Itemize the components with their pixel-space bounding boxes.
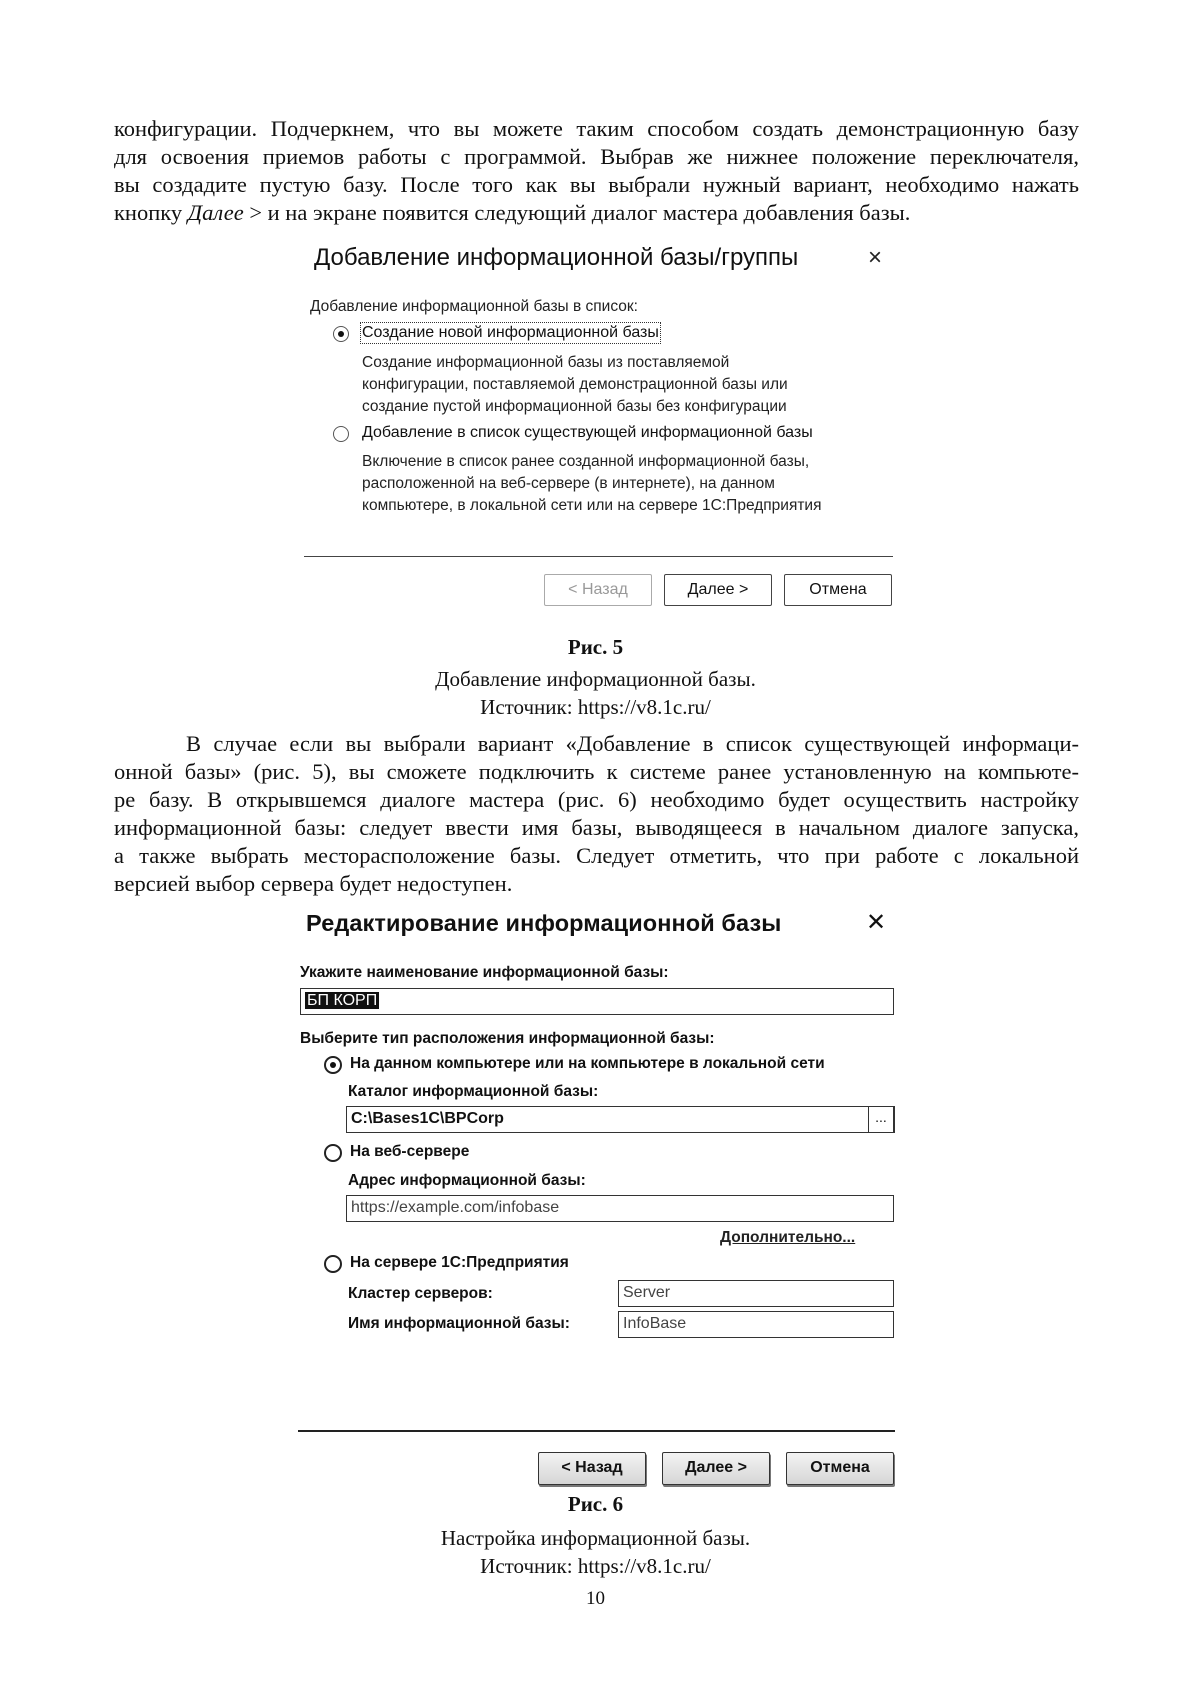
desc-line: Включение в список ранее созданной информационной базы,	[362, 453, 810, 470]
browse-button[interactable]: ...	[868, 1106, 895, 1133]
text-line: вы создадите пустую базу. После того как вы выбрали нужный вариант, необходимо нажать	[114, 172, 1079, 197]
option-add-existing-label[interactable]: Добавление в список существующей информационной базы	[362, 424, 813, 441]
address-label: Адрес информационной базы:	[348, 1172, 586, 1189]
catalog-input[interactable]	[346, 1106, 894, 1133]
section-label: Добавление информационной базы в список:	[310, 298, 638, 315]
text-line: конфигурации. Подчеркнем, что вы можете таким способом создать демонстрационную базу	[114, 116, 1079, 141]
radio-create-new[interactable]	[333, 326, 349, 342]
text-line	[114, 199, 1079, 227]
dialog-title: Редактирование информационной базы	[306, 910, 782, 936]
desc-line: создание пустой информационной базы без конфигурации	[362, 398, 787, 415]
figure-5-caption	[0, 633, 1191, 721]
radio-web[interactable]	[324, 1144, 342, 1162]
desc-line: Создание информационной базы из поставляемой	[362, 354, 730, 371]
divider	[298, 1430, 895, 1432]
radio-server-label[interactable]: На сервере 1С:Предприятия	[350, 1254, 569, 1271]
text-fragment: кнопку	[114, 200, 188, 225]
address-input[interactable]: https://example.com/infobase	[346, 1195, 894, 1222]
location-type-label: Выберите тип расположения информационной базы:	[300, 1030, 715, 1047]
dialog-edit-infobase	[296, 910, 906, 1500]
desc-line: конфигурации, поставляемой демонстрационной базы или	[362, 376, 788, 393]
cluster-input[interactable]: Server	[618, 1280, 894, 1307]
next-button[interactable]: Далее >	[664, 574, 772, 606]
next-button[interactable]: Далее >	[662, 1452, 770, 1485]
radio-server[interactable]	[324, 1255, 342, 1273]
option-create-new-label[interactable]: Создание новой информационной базы	[362, 324, 659, 341]
catalog-label: Каталог информационной базы:	[348, 1083, 599, 1100]
desc-line: компьютере, в локальной сети или на сервере 1С:Предприятия	[362, 497, 822, 514]
dialog-title: Добавление информационной базы/группы	[314, 244, 799, 271]
text-line: информационной базы: следует ввести имя базы, выводящееся в начальном диалоге запуска,	[114, 815, 1079, 840]
more-link[interactable]: Дополнительно...	[720, 1229, 856, 1246]
figure-label: Рис. 5	[567, 635, 624, 659]
divider	[304, 556, 893, 557]
option-add-existing-desc	[362, 451, 821, 517]
figure-source: Источник: https://v8.1c.ru/	[480, 1554, 711, 1578]
cancel-button[interactable]: Отмена	[786, 1452, 894, 1485]
text-line: для освоения приемов работы с программой. Выбрав же нижнее положение переключателя,	[114, 144, 1079, 169]
ib-name-label: Имя информационной базы:	[348, 1315, 570, 1332]
text-fragment: > и на экране появится следующий диалог мастера добавления базы.	[243, 200, 911, 225]
dialog-add-infobase	[300, 240, 900, 610]
page-number: 10	[586, 1588, 605, 1609]
desc-line: расположенной на веб-сервере (в интернете), на данном	[362, 475, 775, 492]
text-line: версией выбор сервера будет недоступен.	[114, 871, 513, 896]
option-create-new-desc	[362, 352, 788, 418]
radio-add-existing[interactable]	[333, 426, 349, 442]
back-button[interactable]: < Назад	[538, 1452, 646, 1485]
infobase-name-input[interactable]	[300, 988, 894, 1015]
name-label: Укажите наименование информационной базы:	[300, 964, 669, 981]
close-icon[interactable]: ✕	[866, 909, 887, 936]
figure-caption-text: Настройка информационной базы.	[440, 1526, 751, 1550]
italic-term: Далее	[187, 200, 244, 225]
figure-source: Источник: https://v8.1c.ru/	[480, 695, 711, 719]
figure-caption-text: Добавление информационной базы.	[435, 667, 756, 691]
cluster-label: Кластер серверов:	[348, 1285, 493, 1302]
figure-label: Рис. 6	[567, 1492, 624, 1516]
catalog-value: C:\Bases1C\BPCorp	[351, 1110, 504, 1127]
close-icon[interactable]: ×	[868, 244, 883, 271]
text-line: а также выбрать месторасположение базы. Следует отметить, что при работе с локальной	[114, 843, 1079, 868]
ib-name-input[interactable]: InfoBase	[618, 1311, 894, 1338]
radio-local-label[interactable]: На данном компьютере или на компьютере в локальной сети	[350, 1055, 825, 1072]
figure-6-caption	[0, 1490, 1191, 1580]
text-line: В случае если вы выбрали вариант «Добавление в список существующей информаци-	[186, 731, 1079, 756]
text-line: онной базы» (рис. 5), вы сможете подключить к системе ранее установленную на компьюте-	[114, 759, 1079, 784]
radio-web-label[interactable]: На веб-сервере	[350, 1143, 470, 1160]
paragraph-intro	[114, 115, 1079, 227]
cancel-button[interactable]: Отмена	[784, 574, 892, 606]
back-button[interactable]: < Назад	[544, 574, 652, 606]
selected-text: БП КОРП	[307, 992, 378, 1009]
paragraph-existing-base	[114, 730, 1079, 898]
radio-local[interactable]	[324, 1056, 342, 1074]
text-line: ре базу. В открывшемся диалоге мастера (рис. 6) необходимо будет осуществить настройку	[114, 787, 1079, 812]
